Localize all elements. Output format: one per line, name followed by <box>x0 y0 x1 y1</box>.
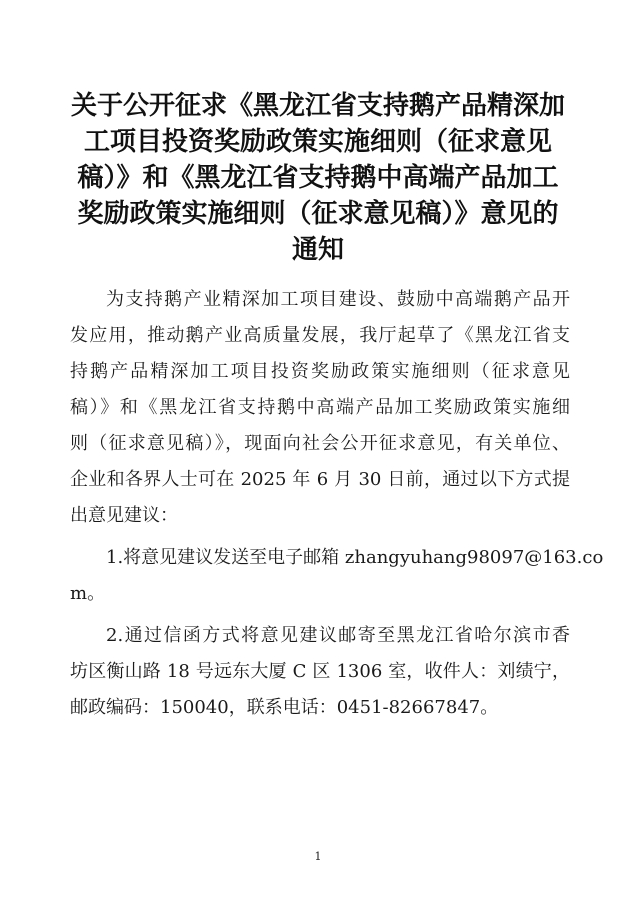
intro-paragraph <box>70 282 570 534</box>
paragraph-line: 稿）》和《黑龙江省支持鹅中高端产品加工奖励政策实施细 <box>70 397 570 418</box>
paragraph-line: 发应用，推动鹅产业高质量发展，我厅起草了《黑龙江省支 <box>70 325 570 346</box>
paragraph-line: 则（征求意见稿）》，现面向社会公开征求意见，有关单位、 <box>70 433 570 454</box>
paragraph-line: 2.通过信函方式将意见建议邮寄至黑龙江省哈尔滨市香 <box>106 625 570 646</box>
paragraph-line: 出意见建议： <box>70 505 178 526</box>
paragraph-line: 坊区衡山路 18 号远东大厦 C 区 1306 室，收件人：刘绩宁， <box>70 661 570 682</box>
email-method-paragraph <box>70 540 604 612</box>
paragraph-line: 为支持鹅产业精深加工项目建设、鼓励中高端鹅产品开 <box>106 289 570 310</box>
title-line: 稿）》和《黑龙江省支持鹅中高端产品加工 <box>77 163 559 193</box>
paragraph-line: 邮政编码：150040，联系电话：0451-82667847。 <box>70 697 499 718</box>
title-line: 奖励政策实施细则（征求意见稿）》意见的 <box>77 199 559 229</box>
paragraph-line: m。 <box>70 583 106 604</box>
paragraph-line: 1.将意见建议发送至电子邮箱 zhangyuhang98097@163.co <box>106 547 604 568</box>
paragraph-line: 持鹅产品精深加工项目投资奖励政策实施细则（征求意见 <box>70 361 570 382</box>
document-body <box>70 282 604 726</box>
mail-method-paragraph <box>70 618 570 726</box>
paragraph-line: 企业和各界人士可在 2025 年 6 月 30 日前，通过以下方式提 <box>70 469 570 490</box>
document-title <box>58 88 578 268</box>
title-line: 关于公开征求《黑龙江省支持鹅产品精深加 <box>70 91 565 121</box>
title-line: 工项目投资奖励政策实施细则（征求意见 <box>83 127 552 157</box>
title-line: 通知 <box>291 235 344 265</box>
page-number: 1 <box>314 850 322 863</box>
